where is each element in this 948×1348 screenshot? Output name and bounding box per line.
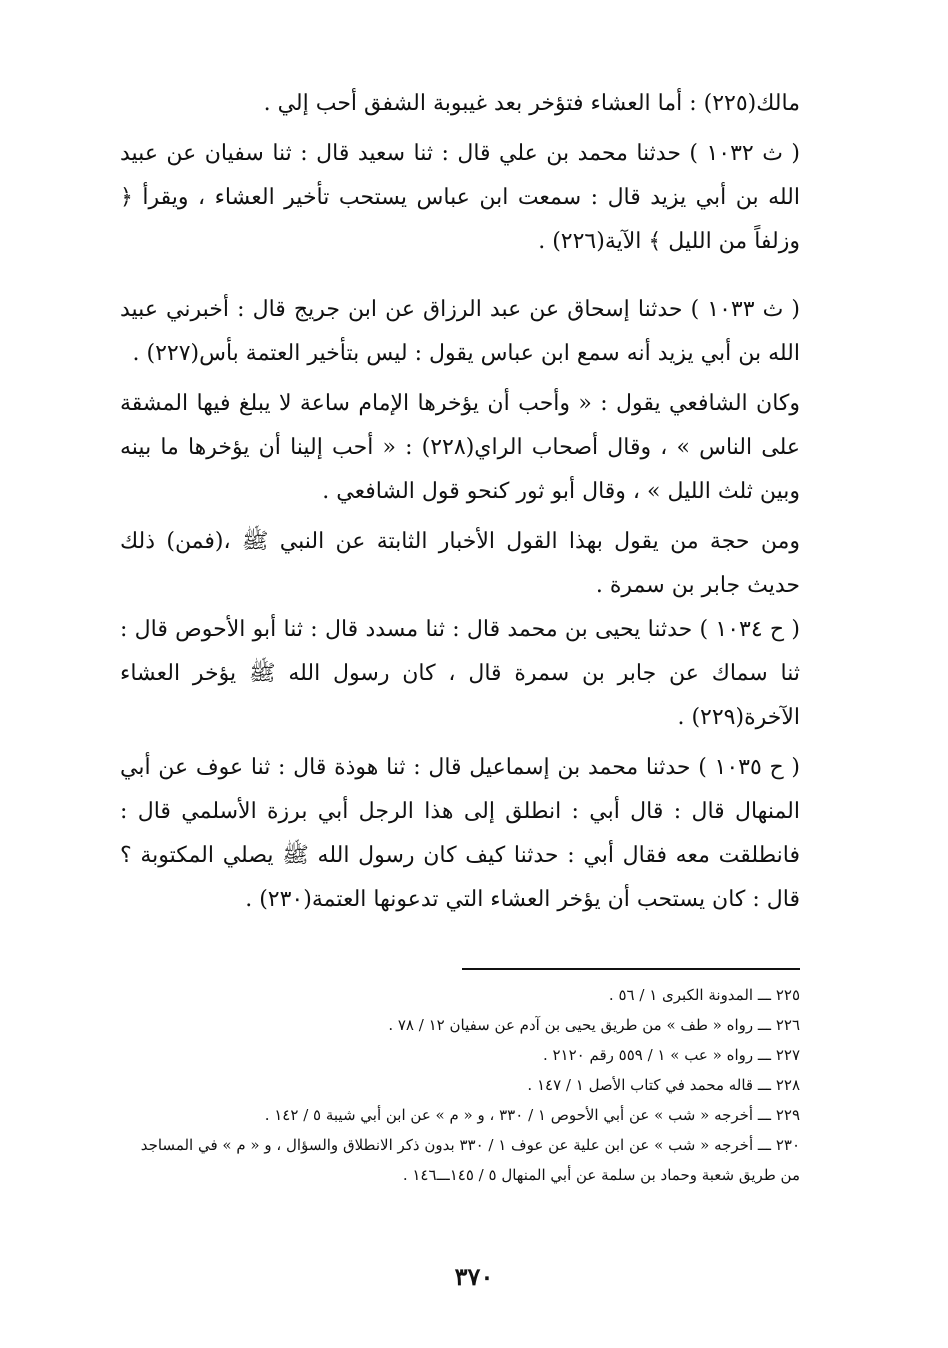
footnote-228: ٢٢٨ ـــ قاله محمد في كتاب الأصل ١ / ١٤٧ .: [527, 1076, 800, 1094]
footnote-225: ٢٢٥ ـــ المدونة الكبرى ١ / ٥٦ .: [608, 986, 800, 1004]
footnote-226: ٢٢٦ ـــ رواه « طف » من طريق يحيى بن آدم عن سفيان ١٢ / ٧٨ .: [388, 1016, 800, 1034]
footnote-separator: [462, 968, 800, 970]
paragraph-hadith-1034: ( ح ١٠٣٤ ) حدثنا يحيى بن محمد قال : ثنا مسدد قال : ثنا أبو الأحوص قال : ثنا سماك عن جابر بن سمرة قال ، كان رسول الله ﷺ يؤخر العشاء الآخرة(٢٢٩) .: [120, 617, 800, 730]
paragraph-evidence: ومن حجة من يقول بهذا القول الأخبار الثابتة عن النبي ﷺ ،(فمن) ذلك حديث جابر بن سمرة .: [120, 529, 800, 598]
paragraph-shafii: وكان الشافعي يقول : « وأحب أن يؤخرها الإمام ساعة لا يبلغ فيها المشقة على الناس » ، وقال أصحاب الراي(٢٢٨) : « أحب إلينا أن يؤخرها ما بينه وبين ثلث الليل » ، وقال أبو ثور كنحو قول الشافعي .: [120, 391, 800, 504]
main-text: [120, 82, 800, 922]
footnotes: [120, 980, 800, 1190]
footnote-230: ٢٣٠ ـــ أخرجه « شب » عن ابن علية عن عوف ١ / ٣٣٠ بدون ذكر الانطلاق والسؤال ، و « م » في المساجد من طريق شعبة وحماد بن سلمة عن أبي المنهال ٥ / ١٤٥ـــ١٤٦ .: [140, 1136, 800, 1184]
paragraph-hadith-1035: ( ح ١٠٣٥ ) حدثنا محمد بن إسماعيل قال : ثنا هوذة قال : ثنا عوف عن أبي المنهال قال : قال أبي : انطلق إلى هذا الرجل أبي برزة الأسلمي قال : فانطلقت معه فقال أبي : حدثنا كيف كان رسول الله ﷺ يصلي المكتوبة ؟ قال : كان يستحب أن يؤخر العشاء التي تدعونها العتمة(٢٣٠) .: [120, 755, 800, 912]
paragraph-malik: مالك(٢٢٥) : أما العشاء فتؤخر بعد غيبوبة الشفق أحب إلي .: [263, 91, 800, 116]
footnote-227: ٢٢٧ ـــ رواه « عب » ١ / ٥٥٩ رقم ٢١٢٠ .: [542, 1046, 800, 1064]
page-number: ٣٧٠: [454, 1262, 494, 1291]
paragraph-hadith-1033: ( ث ١٠٣٣ ) حدثنا إسحاق عن عبد الرزاق عن ابن جريج قال : أخبرني عبيد الله بن أبي يزيد أنه سمع ابن عباس يقول : ليس بتأخير العتمة بأس(٢٢٧) .: [120, 297, 801, 366]
footnote-229: ٢٢٩ ـــ أخرجه « شب » عن أبي الأحوص ١ / ٣٣٠ ، و « م » عن ابن أبي شيبة ٥ / ١٤٢ .: [264, 1106, 800, 1124]
paragraph-hadith-1032: ( ث ١٠٣٢ ) حدثنا محمد بن علي قال : ثنا سعيد قال : ثنا سفيان عن عبيد الله بن أبي يزيد قال : سمعت ابن عباس يستحب تأخير العشاء ، ويقرأ ﴿ وزلفاً من الليل ﴾ الآية(٢٢٦) .: [120, 141, 800, 254]
